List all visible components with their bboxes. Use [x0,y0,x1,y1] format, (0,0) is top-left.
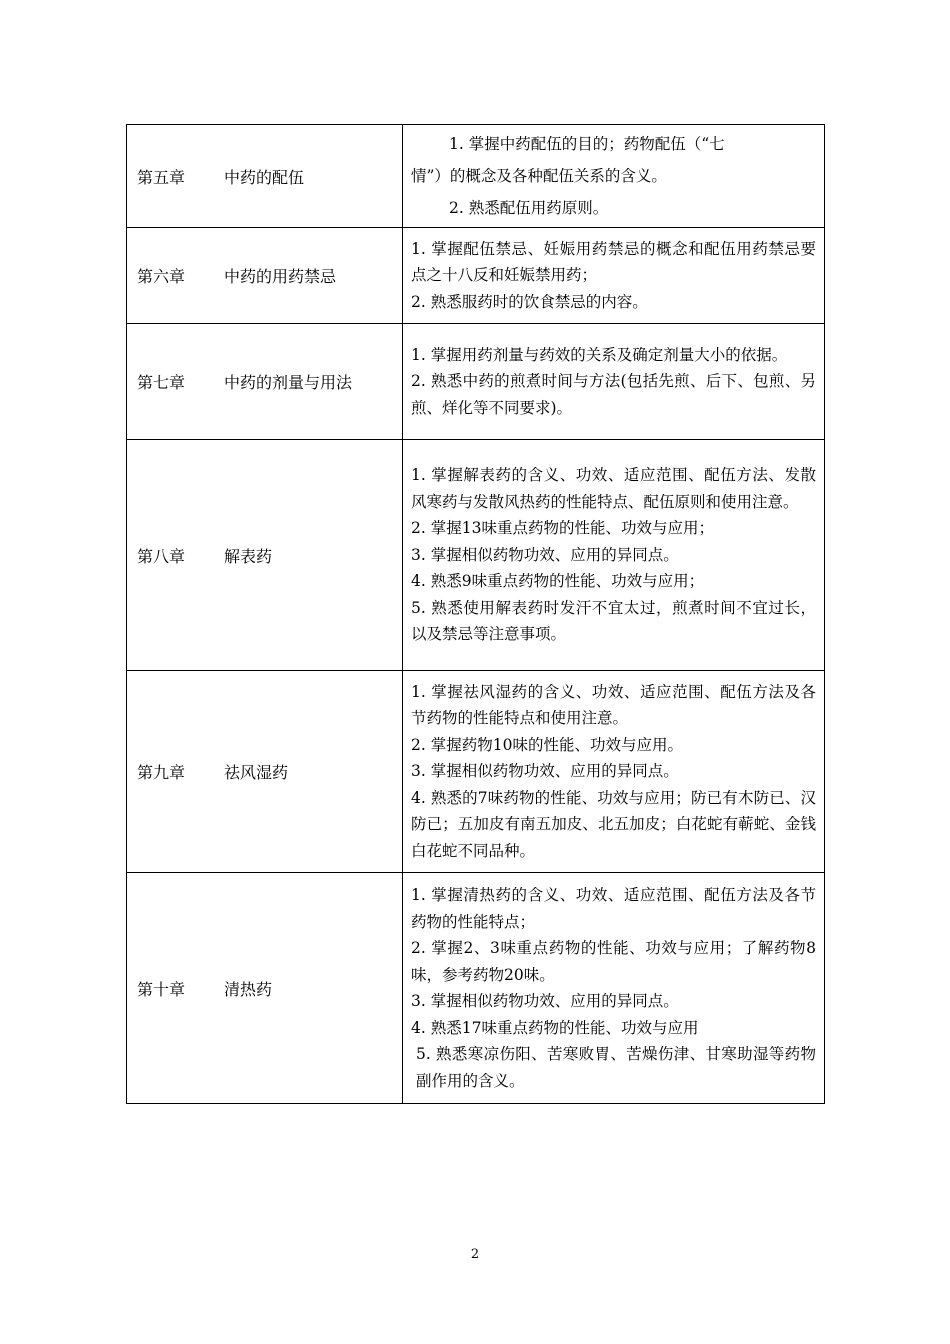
requirement-line: 2. 掌握2、3味重点药物的性能、功效与应用；了解药物8味，参考药物20味。 [411,939,816,984]
requirement-line: 2. 熟悉中药的煎煮时间与方法(包括先煎、后下、包煎、另煎、烊化等不同要求)。 [411,372,816,417]
requirement-line: 3. 掌握相似药物功效、应用的异同点。 [411,992,679,1010]
requirements-cell [403,228,825,324]
requirement-line: 2. 熟悉配伍用药原则。 [449,199,609,217]
chapter-cell [127,228,403,324]
requirements-cell [403,324,825,440]
requirement-line: 1. 掌握中药配伍的目的；药物配伍（“七 [449,135,725,153]
chapter-number: 第五章 [137,167,186,187]
chapter-cell [127,671,403,873]
requirement-line: 3. 掌握相似药物功效、应用的异同点。 [411,762,679,781]
requirement-line: 5. 熟悉寒凉伤阳、苦寒败胃、苦燥伤津、甘寒助湿等药物副作用的含义。 [416,1045,816,1090]
chapter-number: 第七章 [137,373,186,392]
requirement-line: 2. 掌握药物10味的性能、功效与应用。 [411,735,683,754]
chapter-title: 中药的剂量与用法 [224,373,353,392]
chapter-cell [127,440,403,671]
table-row [127,671,825,873]
chapter-title: 中药的配伍 [224,167,305,187]
requirement-line: 4. 熟悉9味重点药物的性能、功效与应用； [411,572,705,591]
table-row [127,440,825,671]
syllabus-table [126,124,825,1104]
requirement-line: 1. 掌握清热药的含义、功效、适应范围、配伍方法及各节药物的性能特点； [411,886,816,931]
requirement-line: 5. 熟悉使用解表药时发汗不宜太过，煎煮时间不宜过长，以及禁忌等注意事项。 [411,598,816,644]
chapter-title: 清热药 [224,979,273,999]
requirement-line: 1. 掌握配伍禁忌、妊娠用药禁忌的概念和配伍用药禁忌要点之十八反和妊娠禁用药； [411,239,816,285]
chapter-number: 第九章 [137,763,186,782]
table-row [127,873,825,1104]
requirement-line: 1. 掌握解表药的含义、功效、适应范围、配伍方法、发散风寒药与发散风热药的性能特点、配伍原则和使用注意。 [411,466,816,511]
chapter-number: 第六章 [137,267,186,286]
chapter-cell [127,125,403,228]
requirements-cell [403,125,825,228]
chapter-number: 第八章 [137,546,186,566]
chapter-title: 祛风湿药 [224,763,289,782]
page-number: 2 [470,1247,480,1262]
chapter-cell [127,873,403,1104]
requirement-line: 4. 熟悉17味重点药物的性能、功效与应用 [411,1018,699,1037]
chapter-title: 解表药 [224,546,273,566]
table-row [127,228,825,324]
requirement-line: 2. 掌握13味重点药物的性能、功效与应用； [411,519,714,538]
requirements-cell [403,440,825,671]
chapter-number: 第十章 [137,979,186,999]
requirement-line: 1. 掌握祛风湿药的含义、功效、适应范围、配伍方法及各节药物的性能特点和使用注意。 [411,682,816,728]
requirement-line: 1. 掌握用药剂量与药效的关系及确定剂量大小的依据。 [411,345,788,364]
requirement-line: 3. 掌握相似药物功效、应用的异同点。 [411,545,679,564]
table-row [127,324,825,440]
requirement-line: 情”）的概念及各种配伍关系的含义。 [411,167,667,185]
chapter-title: 中药的用药禁忌 [224,267,337,286]
requirements-cell [403,873,825,1104]
requirements-cell [403,671,825,873]
requirement-line: 2. 熟悉服药时的饮食禁忌的内容。 [411,292,648,311]
chapter-cell [127,324,403,440]
table-row [127,125,825,228]
requirement-line: 4. 熟悉的7味药物的性能、功效与应用；防已有木防已、汉防已；五加皮有南五加皮、北五加皮；白花蛇有蕲蛇、金钱白花蛇不同品种。 [411,788,816,860]
